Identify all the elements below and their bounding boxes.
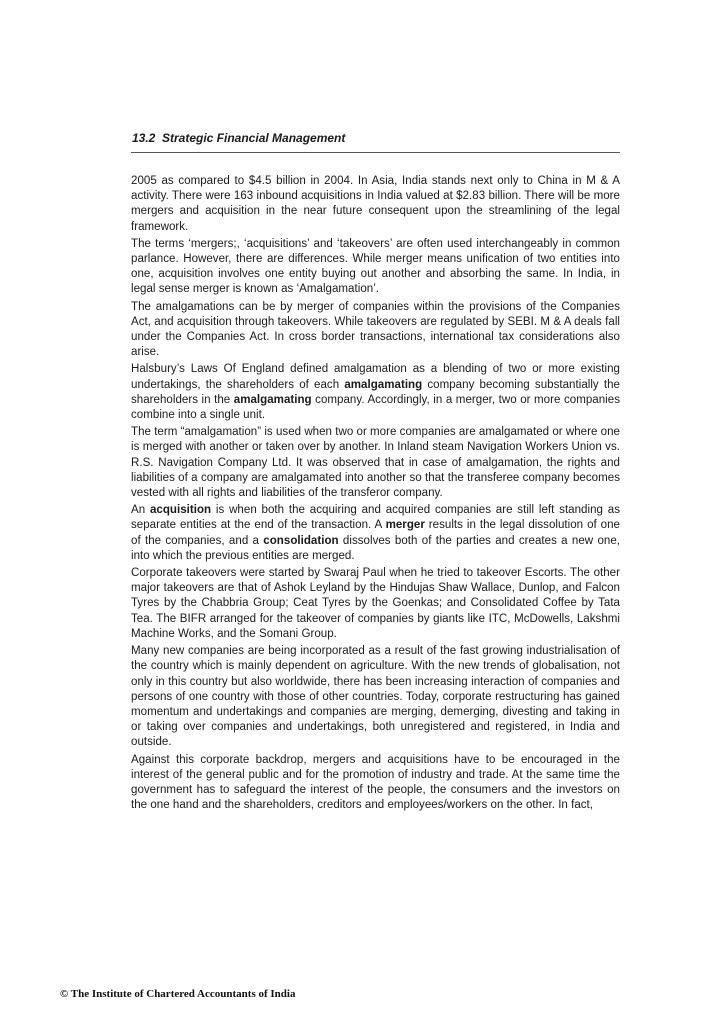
paragraph: Many new companies are being incorporated as a result of the fast growing industrialisation of the country which is mainly dependent on agriculture. With the new trends of globalisation, not only in this country but also worldwide, there has been increasing interaction of companies and persons of one country with those of other countries. Today, corporate restructuring has gained momentum and undertakings and companies are merging, demerging, divesting and taking in or taking over companies and undertakings, both unregistered and registered, in India and outside. <box>131 645 620 749</box>
header-rule <box>131 152 620 153</box>
body-text <box>131 174 620 815</box>
paragraph-text: Halsbury’s Laws Of England defined amalgamation as a blending of two or more existing undertakings, the shareholders of each <box>131 363 620 391</box>
section-number: 13.2 <box>132 131 156 145</box>
copyright-footer: © The Institute of Chartered Accountants of India <box>60 988 296 1000</box>
paragraph: Corporate takeovers were started by Swaraj Paul when he tried to takeover Escorts. The other major takeovers are that of Ashok Leyland by the Hindujas Shaw Wallace, Dunlop, and Falcon Tyres by the Chabbria Group; Ceat Tyres by the Goenkas; and Consolidated Coffee by Tata Tea. The BIFR arranged for the takeover of companies by giants like ITC, McDowells, Lakshmi Machine Works, and the Somani Group. <box>131 567 620 640</box>
paragraph: The term “amalgamation” is used when two or more companies are amalgamated or where one is merged with another or taken over by another. In Inland steam Navigation Workers Union vs. R.S. Navigation Company Ltd. It was observed that in case of amalgamation, the rights and liabilities of a company are amalgamated into another so that the transferee company becomes vested with all rights and liabilities of the transferor company. <box>131 426 620 500</box>
paragraph-text: dissolves both of the parties and creates a new one, into which the previous entities are merged. <box>131 534 620 562</box>
page-header <box>132 131 619 145</box>
paragraph: Against this corporate backdrop, mergers and acquisitions have to be encouraged in the interest of the general public and for the promotion of industry and trade. At the same time the government has to safeguard the interest of the people, the consumers and the investors on the one hand and the shareholders, creditors and employees/workers on the other. In fact, <box>131 753 620 812</box>
paragraph <box>131 503 620 564</box>
paragraph: 2005 as compared to $4.5 billion in 2004. In Asia, India stands next only to China in M & A activity. There were 163 inbound acquisitions in India valued at $2.83 billion. There will be more mergers and acquisition in the near future consequent upon the streamlining of the legal framework. <box>131 175 620 233</box>
paragraph-text: is when both the acquiring and acquired companies are still left standing as separate entities at the end of the transaction. A <box>131 504 620 532</box>
paragraph-text: An <box>131 504 150 517</box>
bold-term: amalgamating <box>233 393 312 406</box>
paragraph: The amalgamations can be by merger of companies within the provisions of the Companies Act, and acquisition through takeovers. While takeovers are regulated by SEBI. M & A deals fall under the Companies Act. In cross border transactions, international tax considerations also arise. <box>131 300 620 359</box>
section-title: Strategic Financial Management <box>162 131 346 145</box>
bold-term: acquisition <box>149 504 212 517</box>
paragraph <box>131 362 620 423</box>
bold-term: consolidation <box>263 534 339 547</box>
bold-term: merger <box>385 519 425 532</box>
paragraph-text: company. Accordingly, in a merger, two or more companies combine into a single unit. <box>131 393 620 422</box>
paragraph-text: company becoming substantially the shareholders in the <box>131 378 620 406</box>
bold-term: amalgamating <box>344 378 423 391</box>
paragraph-text: results in the legal dissolution of one of the companies, and a <box>131 519 620 547</box>
paragraph: The terms ‘mergers;, ‘acquisitions’ and ‘takeovers’ are often used interchangeably in common parlance. However, there are differences. While merger means unification of two entities into one, acquisition involves one entity buying out another and absorbing the same. In India, in legal sense merger is known as ‘Amalgamation’. <box>131 237 620 296</box>
